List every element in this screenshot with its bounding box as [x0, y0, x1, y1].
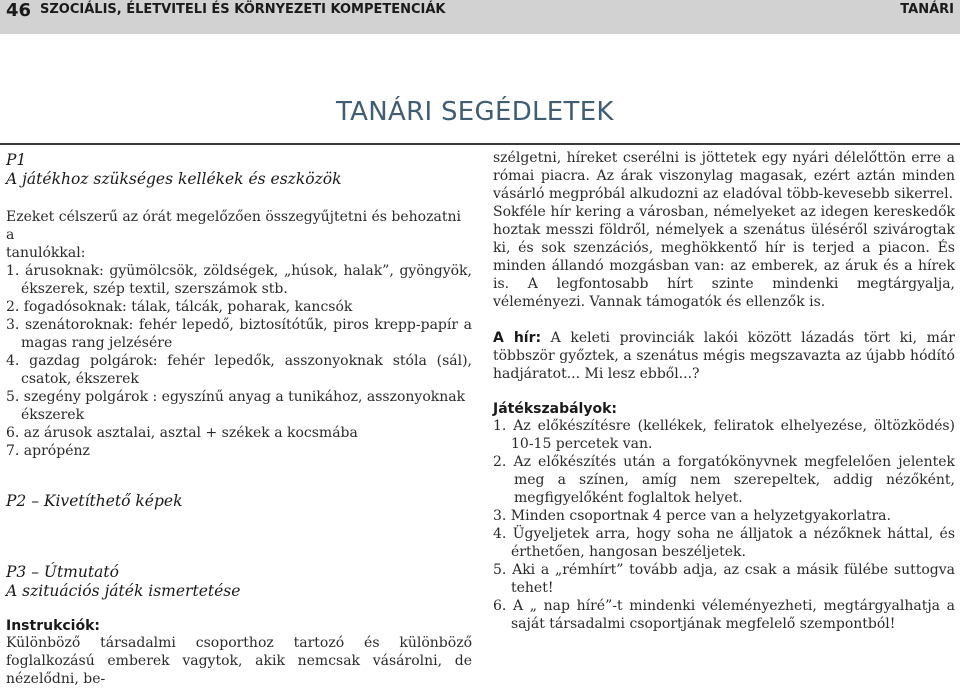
list-item: 4. gazdag polgárok: fehér lepedők, asszonyoknak stóla (sál), csatok, ékszerek: [6, 353, 472, 387]
list-item: 2. fogadósoknak: tálak, tálcák, poharak, kancsók: [6, 299, 353, 315]
rule-item: 4. Ügyeljetek arra, hogy soha ne álljatok a nézőknek háttal, és érthetően, hangosan beszéljetek.: [493, 526, 955, 560]
news-text: A keleti provinciák lakói között lázadás tört ki, már többször győztek, a szenátus mégis megszavazta az újabb hódító hadjáratot... Mi lesz ebből...?: [493, 330, 955, 382]
intro-line-1: Ezeket célszerű az órát megelőzően összegyűjtetni és behozatni a: [6, 209, 461, 243]
running-header: [0, 0, 960, 34]
list-item: 5. szegény polgárok : egyszínű anyag a tunikához, asszonyoknak ékszerek: [6, 389, 466, 423]
instructions-text: Különböző társadalmi csoporthoz tartozó és különböző foglalkozású emberek vagytok, akik nemcsak vásárolni, de nézelődni, be-: [6, 635, 472, 687]
rule-item: 3. Minden csoportnak 4 perce van a helyzetgyakorlatra.: [493, 508, 891, 524]
left-column: [6, 151, 472, 688]
page-title: TANÁRI SEGÉDLETEK: [336, 97, 614, 127]
rule-item: 2. Az előkészítés után a forgatókönyvnek megfelelően jelentek meg a színen, amíg nem szerepeltek, addig nézőként, megfigyelőként foglaltok helyet.: [493, 454, 955, 506]
page-number: 46: [6, 0, 32, 21]
news-label: A hír:: [493, 330, 542, 346]
intro-line-2: tanulókkal:: [6, 245, 86, 261]
list-item: 1. árusoknak: gyümölcsök, zöldségek, „húsok, halak”, gyöngyök, ékszerek, szép textil, szerszámok stb.: [6, 263, 472, 297]
running-title: SZOCIÁLIS, ÉLETVITELI ÉS KÖRNYEZETI KOMPETENCIÁK: [40, 2, 446, 17]
p3-subtitle: A szituációs játék ismertetése: [6, 582, 241, 600]
rule-item: 5. Aki a „rémhírt” tovább adja, az csak a másik fülébe suttogva tehet!: [493, 562, 955, 596]
rules-heading: Játékszabályok:: [493, 401, 618, 417]
p3-title: P3 – Útmutató: [6, 563, 119, 581]
p2-title: P2 – Kivetíthető képek: [6, 492, 183, 510]
news-paragraph: [493, 329, 955, 383]
running-section: TANÁRI: [900, 2, 954, 17]
rule-item: 6. A „ nap híré”-t mindenki véleményezheti, megtárgyalhatja a saját társadalmi csoportjának megfelelő szempontból!: [493, 598, 955, 632]
list-item: 3. szenátoroknak: fehér lepedő, biztosítótűk, piros krepp-papír a magas rang jelzésére: [6, 317, 472, 351]
rule-item: 1. Az előkészítésre (kellékek, feliratok elhelyezése, öltözködés) 10-15 percetek van.: [493, 418, 955, 452]
right-column: [493, 149, 955, 633]
instructions-heading: Instrukciók:: [6, 618, 101, 634]
p1-title: A játékhoz szükséges kellékek és eszközök: [6, 170, 342, 188]
paragraph: szélgetni, híreket cserélni is jöttetek egy nyári délelőttön erre a római piacra. Az árak viszonylag magasak, ezért aztán minden vásárló megpróbál alkudozni az eladóval több-kevesebb sikerrel.: [493, 150, 955, 202]
list-item: 7. aprópénz: [6, 443, 90, 459]
paragraph: Sokféle hír kering a városban, némelyeket az idegen kereskedők hoztak messzi földről, némelyek a szenátus üléséről szivárogtak ki, és sok szenzációs, meghökkentő hír is terjed a piacon. És minden állandó mozgásban van: az emberek, az áruk és a hírek is. A legfontosabb hírt szinte mindenki megtárgyalja, véleményezi. Vannak támogatók és ellenzők is.: [493, 204, 955, 310]
p1-label: P1: [6, 151, 27, 169]
list-item: 6. az árusok asztalai, asztal + székek a kocsmába: [6, 425, 358, 441]
title-divider: [0, 143, 960, 145]
